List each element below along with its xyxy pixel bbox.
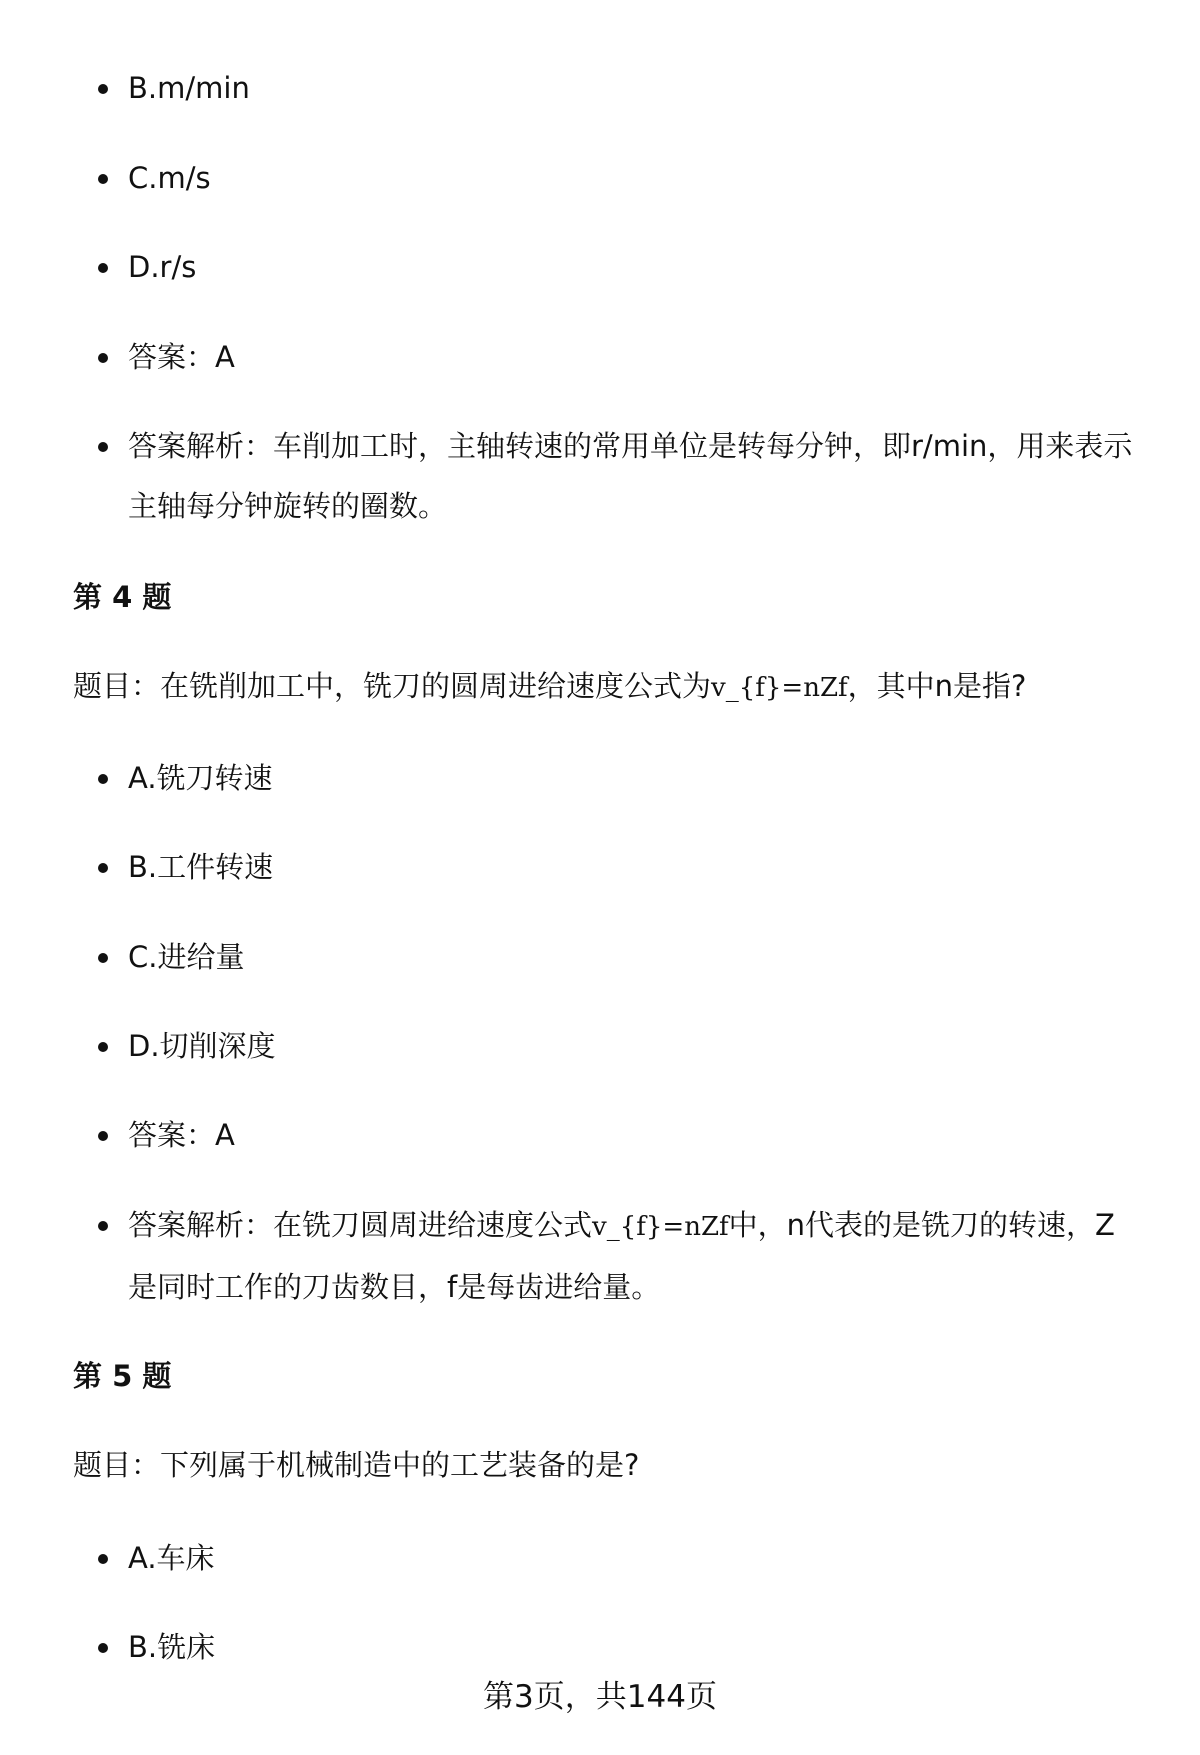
q3-analysis: 答案解析：车削加工时，主轴转速的常用单位是转每分钟，即r/min，用来表示主轴每分钟旋转的圈数。 (128, 416, 1138, 536)
q4-heading: 第 4 题 (73, 580, 172, 614)
q4-analysis (128, 1195, 1138, 1317)
page-number-footer: 第3页，共144页 (483, 1679, 717, 1715)
q3-answer: 答案：A (128, 327, 1138, 387)
q3-option-c: C.m/s (128, 148, 1138, 208)
q4-question-formula: v_{f}=nZf (711, 673, 848, 703)
q4-analysis-suffix: 中，n代表的是铣刀的转速，Z是同时工作的刀齿数目，f是每齿进给量。 (128, 1208, 1115, 1304)
q5-question: 题目：下列属于机械制造中的工艺装备的是? (73, 1448, 640, 1482)
q3-option-b: B.m/min (128, 58, 1138, 118)
q4-option-b: B.工件转速 (128, 837, 1138, 897)
q4-analysis-formula: v_{f}=nZf (592, 1212, 729, 1242)
q3-option-d: D.r/s (128, 237, 1138, 297)
q4-option-a: A.铣刀转速 (128, 748, 1138, 808)
q4-option-c: C.进给量 (128, 927, 1138, 987)
q4-question-prefix: 题目：在铣削加工中，铣刀的圆周进给速度公式为 (73, 669, 712, 703)
q5-option-b: B.铣床 (128, 1617, 1138, 1677)
q5-heading: 第 5 题 (73, 1359, 172, 1393)
q4-option-d: D.切削深度 (128, 1016, 1138, 1076)
q4-question (73, 664, 1133, 710)
q4-question-suffix: ，其中n是指? (847, 669, 1027, 703)
q4-analysis-prefix: 答案解析：在铣刀圆周进给速度公式 (128, 1208, 593, 1242)
q4-answer: 答案：A (128, 1105, 1138, 1165)
q5-option-a: A.车床 (128, 1528, 1138, 1588)
